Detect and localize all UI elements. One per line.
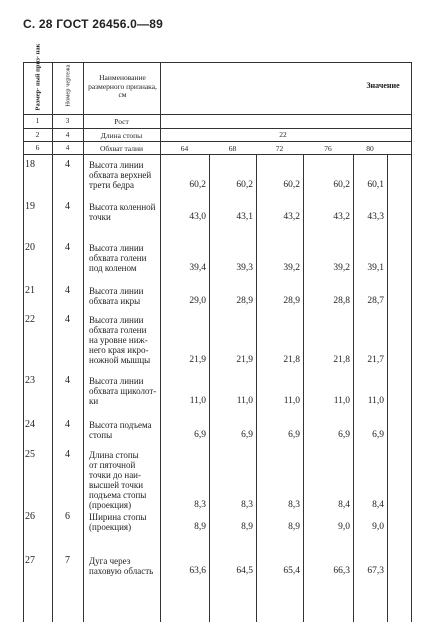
measurement-value: 39,2 (333, 263, 350, 273)
measurement-value: 65,4 (283, 566, 300, 576)
measurement-value: 39,2 (283, 263, 300, 273)
feature-name-line: Высота коленной (89, 202, 156, 212)
table-vline (209, 154, 210, 622)
measurement-value: 8,3 (194, 500, 206, 510)
feature-name-line: Длина стопы (89, 450, 139, 460)
feature-name-line: точки до наи- (89, 470, 142, 480)
measurement-value: 6,9 (338, 430, 350, 440)
measurements-table (23, 43, 411, 622)
feature-name-line: ки (89, 396, 99, 406)
header-values: Значение (366, 81, 400, 90)
table-vline (256, 154, 257, 622)
size-column-header: 80 (366, 144, 374, 153)
measurement-value: 11,0 (236, 396, 253, 406)
measurement-value: 6,9 (372, 430, 384, 440)
feature-name-line: обхвата икры (89, 296, 141, 306)
measurement-value: 8,9 (288, 522, 300, 532)
feature-name-line: Высота линии (89, 315, 144, 325)
table-hline (23, 62, 412, 63)
feature-name-line: точки (89, 212, 111, 222)
measurement-value: 60,2 (283, 180, 300, 190)
row-number: 21 (25, 285, 35, 296)
feature-name-line: обхвата голени (89, 325, 147, 335)
feature-name-line: Высота линии (89, 286, 144, 296)
row-number: 18 (25, 159, 35, 170)
measurement-value: 8,3 (241, 500, 253, 510)
drawing-number: 4 (65, 242, 70, 253)
size-column-header: 76 (324, 144, 332, 153)
feature-name-line: Высота линии (89, 243, 144, 253)
size-column-header: 64 (180, 144, 189, 153)
table-vline (387, 154, 388, 622)
measurement-value: 21,7 (367, 355, 384, 365)
drawing-number: 4 (65, 314, 70, 325)
measurement-value: 43,1 (236, 212, 253, 222)
row-number: 23 (25, 375, 35, 386)
measurement-value: 8,3 (288, 500, 300, 510)
feature-name-line: ножной мышцы (89, 355, 151, 365)
header-drawing-number: Номер чертежа (64, 64, 72, 107)
header-feature-name: Наименование размерного признака, см (88, 73, 157, 99)
row-number: 19 (25, 201, 35, 212)
measurement-value: 60,1 (367, 180, 384, 190)
measurement-value: 8,9 (194, 522, 206, 532)
feature-name: Обхват талии (100, 144, 143, 153)
measurement-value: 6,9 (288, 430, 300, 440)
measurement-value: 8,9 (241, 522, 253, 532)
feature-name-line: (проекция) (89, 522, 132, 532)
feature-name-line: подъема стопы (89, 490, 147, 500)
table-vline (303, 154, 304, 622)
row-number: 26 (25, 511, 35, 522)
drawing-number: 4 (65, 201, 70, 212)
measurement-value: 60,2 (333, 180, 350, 190)
measurement-value: 39,4 (189, 263, 206, 273)
drawing-number: 4 (65, 130, 70, 139)
feature-name-line: на уровне ниж- (89, 335, 148, 345)
measurement-value: 21,9 (189, 355, 206, 365)
row-number: 24 (25, 419, 35, 430)
feature-name: Рост (114, 117, 129, 126)
measurement-value: 66,3 (333, 566, 350, 576)
measurement-value: 39,3 (236, 263, 253, 273)
row-number: 1 (35, 116, 40, 125)
measurement-value: 29,0 (189, 296, 206, 306)
feature-name-line: (проекция) (89, 500, 132, 510)
measurement-value: 39,1 (367, 263, 384, 273)
feature-name-line: Ширина стопы (89, 512, 147, 522)
measurement-value: 43,0 (189, 212, 206, 222)
measurement-value: 60,2 (189, 180, 206, 190)
feature-name-line: от пяточной (89, 460, 136, 470)
measurement-value: 28,9 (236, 296, 253, 306)
feature-name-line: высшей точки (89, 480, 144, 490)
measurement-value: 11,0 (283, 396, 300, 406)
feature-name-line: обхвата верхней (89, 170, 152, 180)
measurement-value: 43,2 (283, 212, 300, 222)
measurement-value: 6,9 (194, 430, 206, 440)
table-hline (23, 154, 412, 155)
table-hline (23, 141, 412, 142)
measurement-value: 11,0 (333, 396, 350, 406)
measurement-value: 64,5 (236, 566, 253, 576)
feature-name-line: Высота линии (89, 376, 144, 386)
span-value: 22 (279, 130, 287, 139)
measurement-value: 9,0 (338, 522, 350, 532)
measurement-value: 28,9 (283, 296, 300, 306)
drawing-number: 3 (65, 116, 70, 125)
measurement-value: 11,0 (367, 396, 384, 406)
measurement-value: 21,8 (333, 355, 350, 365)
measurement-value: 63,6 (189, 566, 206, 576)
measurement-value: 8,4 (372, 500, 384, 510)
feature-name-line: паховую область (89, 566, 154, 576)
feature-name: Длина стопы (100, 131, 143, 140)
drawing-number: 6 (65, 511, 70, 522)
measurement-value: 67,3 (367, 566, 384, 576)
drawing-number: 4 (65, 159, 70, 170)
size-column-header: 72 (275, 144, 284, 153)
table-vline (411, 62, 412, 622)
row-number: 2 (35, 130, 40, 139)
size-column-header: 68 (228, 144, 237, 153)
measurement-value: 6,9 (241, 430, 253, 440)
row-number: 27 (25, 555, 35, 566)
measurement-value: 43,3 (367, 212, 384, 222)
measurement-value: 21,8 (283, 355, 300, 365)
feature-name-line: Высота подъема (89, 420, 152, 430)
measurement-value: 9,0 (372, 522, 384, 532)
page-header: С. 28 ГОСТ 26456.0—89 (23, 17, 163, 31)
table-hline (23, 128, 412, 129)
feature-name-line: обхвата щиколот- (89, 386, 157, 396)
measurement-value: 60,2 (236, 180, 253, 190)
measurement-value: 28,7 (367, 296, 384, 306)
drawing-number: 7 (65, 555, 70, 566)
drawing-number: 4 (65, 375, 70, 386)
header-feature-number: Размер- ный приз- нак (34, 43, 42, 111)
row-number: 6 (35, 143, 40, 152)
measurement-value: 8,4 (338, 500, 350, 510)
measurement-value: 28,8 (333, 296, 350, 306)
feature-name-line: стопы (89, 430, 113, 440)
drawing-number: 4 (65, 449, 70, 460)
feature-name-line: Дуга через (89, 556, 131, 566)
row-number: 25 (25, 449, 35, 460)
feature-name-line: под коленом (89, 263, 137, 273)
feature-name-line: Высота линии (89, 160, 144, 170)
table-hline (23, 114, 412, 115)
measurement-value: 11,0 (189, 396, 206, 406)
drawing-number: 4 (65, 285, 70, 296)
feature-name-line: него края икро- (89, 345, 149, 355)
drawing-number: 4 (65, 419, 70, 430)
row-number: 22 (25, 314, 35, 325)
row-number: 20 (25, 242, 35, 253)
table-vline (353, 154, 354, 622)
feature-name-line: обхвата голени (89, 253, 147, 263)
measurement-value: 43,2 (333, 212, 350, 222)
measurement-value: 21,9 (236, 355, 253, 365)
feature-name-line: трети бедра (89, 180, 134, 190)
drawing-number: 4 (65, 143, 70, 152)
